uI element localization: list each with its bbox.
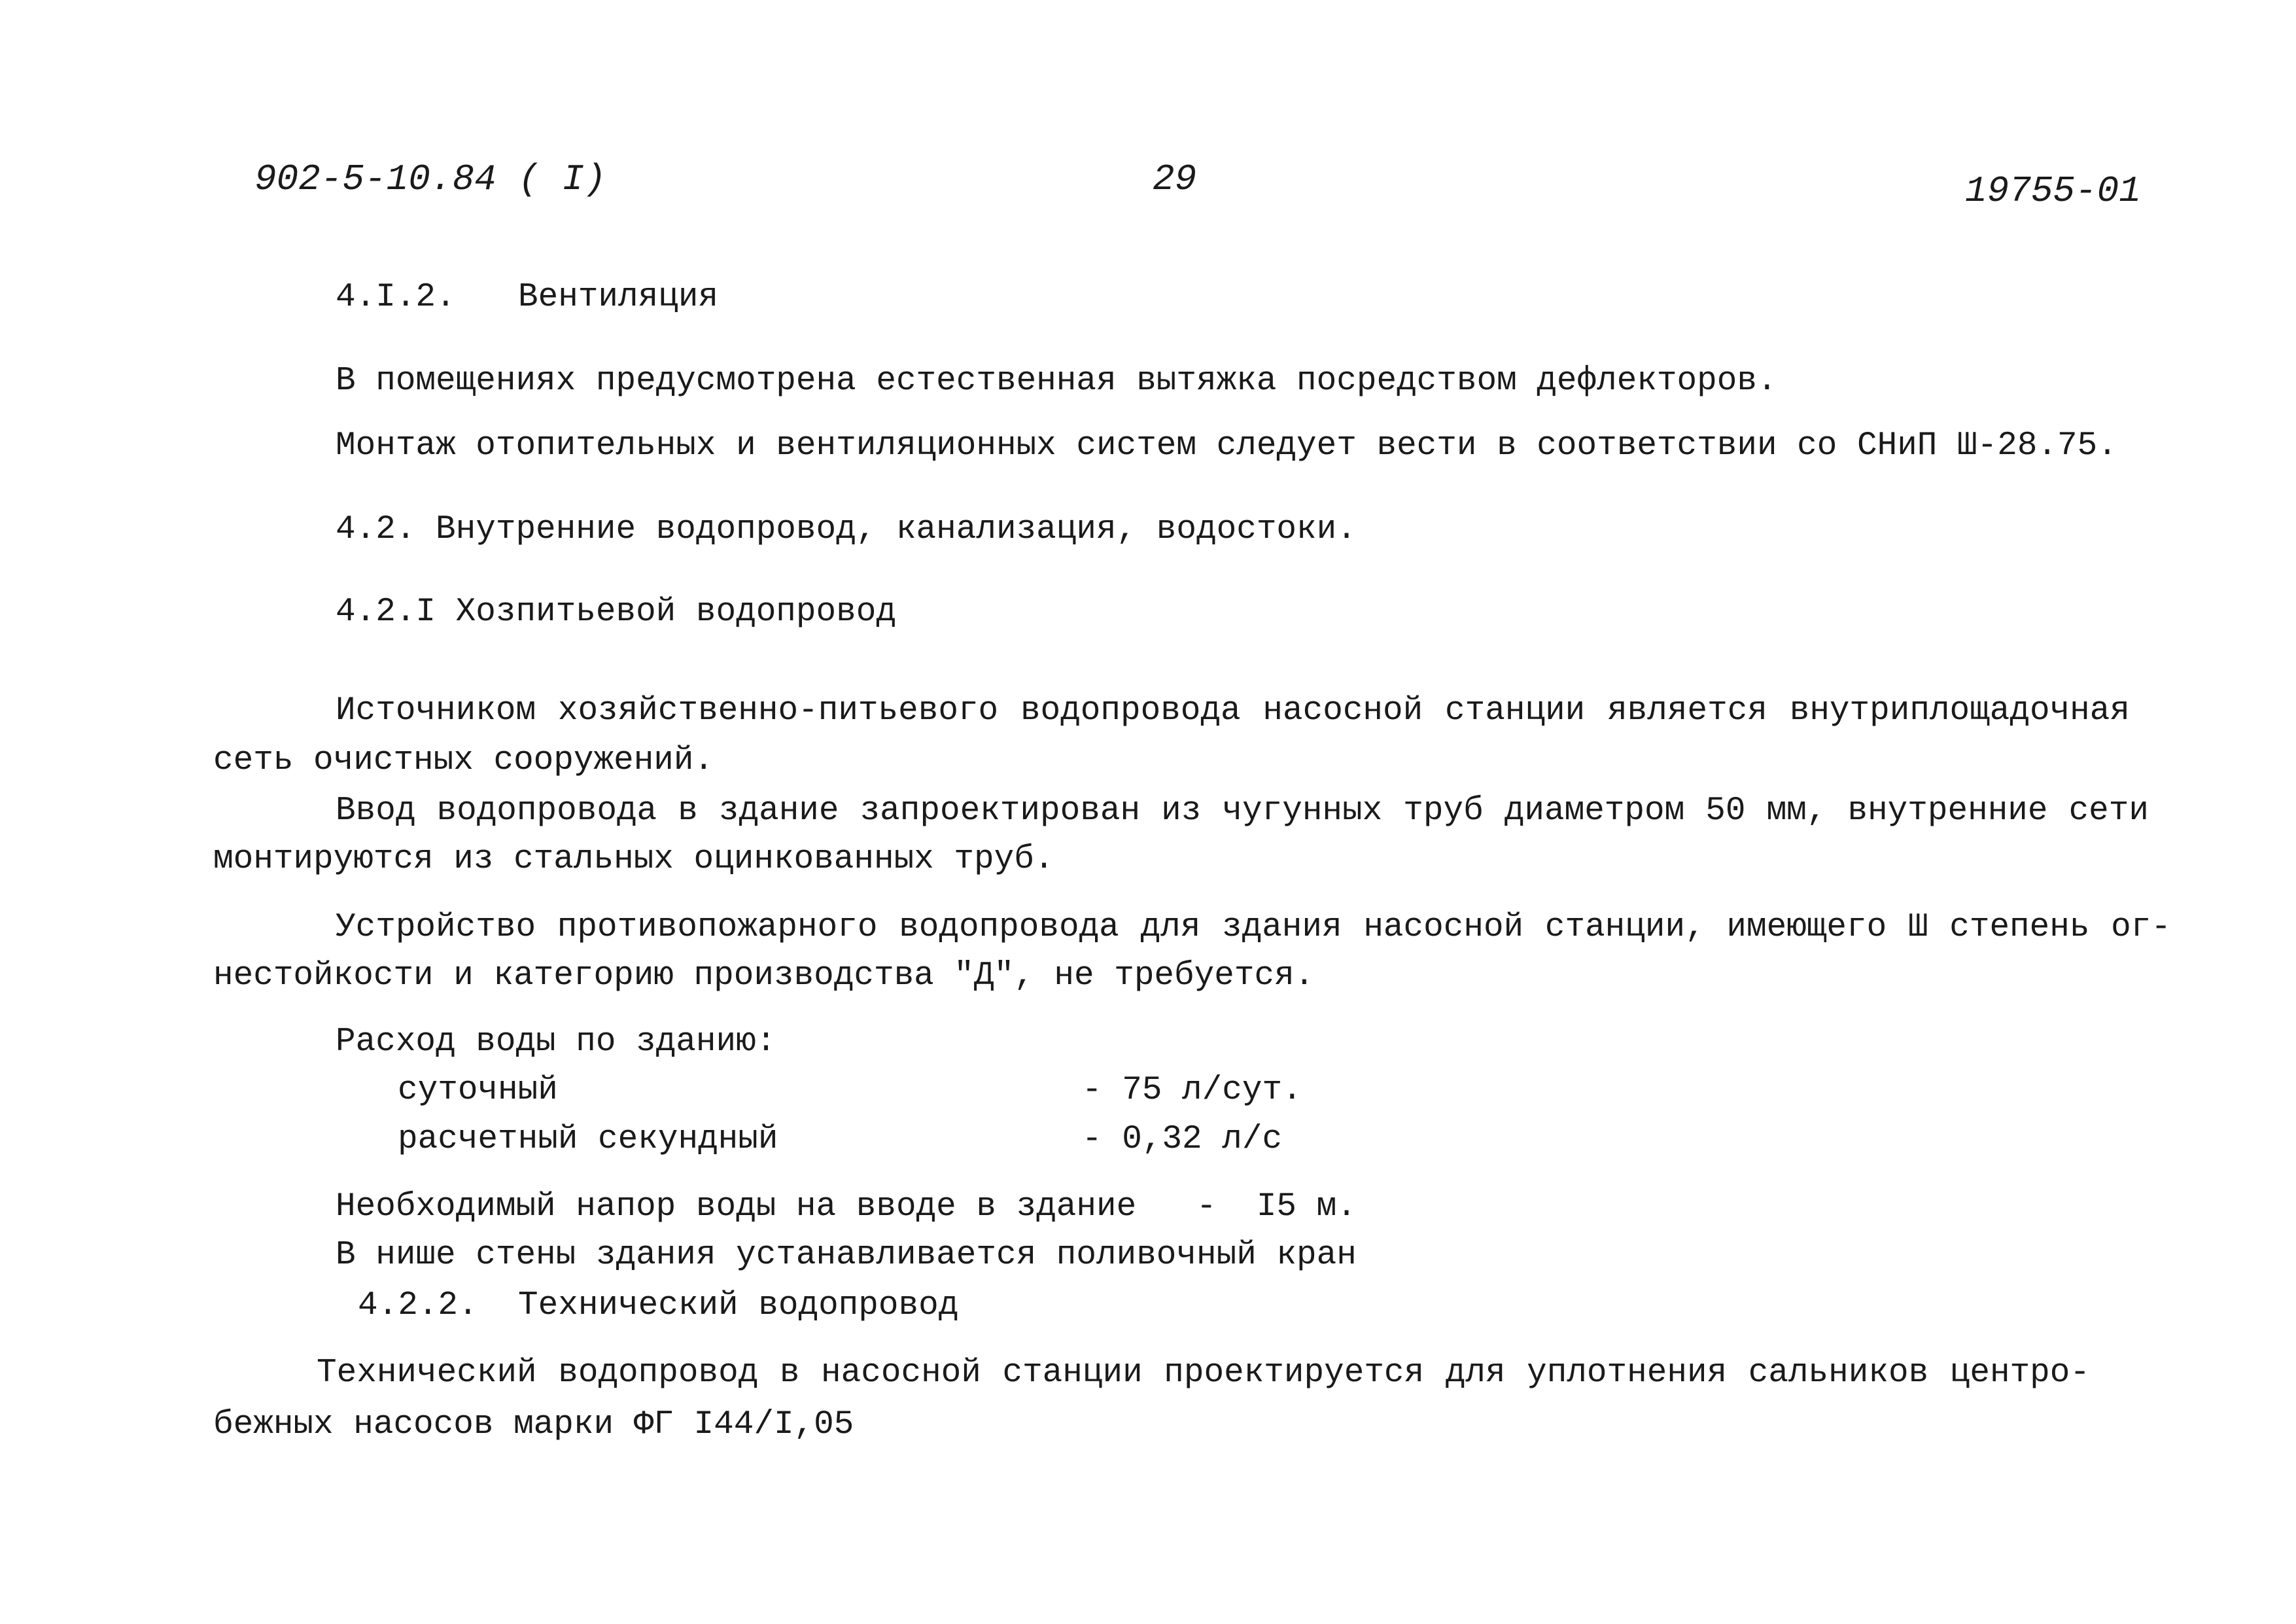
section-number-4-2-2: 4.2.2. bbox=[358, 1287, 478, 1324]
page-number: 29 bbox=[1153, 158, 1197, 200]
tap-line: В нише стены здания устанавливается поливочный кран bbox=[336, 1237, 1357, 1274]
section-title-ventilation: Вентиляция bbox=[518, 279, 719, 316]
paragraph-line: монтируются из стальных оцинкованных труб. bbox=[213, 841, 1054, 878]
section-title-technical-water: Технический водопровод bbox=[518, 1287, 959, 1324]
paragraph-line: бежных насосов марки ФГ I44/I,05 bbox=[213, 1406, 854, 1443]
paragraph-line: Ввод водопровода в здание запроектирован из чугунных труб диаметром 50 мм, внутренние сети bbox=[336, 792, 2149, 830]
paragraph-line: сеть очистных сооружений. bbox=[213, 742, 714, 779]
consumption-value: - 75 л/сут. bbox=[1082, 1072, 1302, 1109]
paragraph-line: Источником хозяйственно-питьевого водопровода насосной станции является внутриплощадочная bbox=[336, 692, 2130, 730]
pressure-line: Необходимый напор воды на вводе в здание - I5 м. bbox=[336, 1188, 1357, 1226]
paragraph-line: Устройство противопожарного водопровода для здания насосной станции, имеющего Ш степень ог- bbox=[336, 909, 2171, 946]
consumption-label: суточный bbox=[398, 1072, 558, 1109]
paragraph: Монтаж отопительных и вентиляционных систем следует вести в соответствии со СНиП Ш-28.75. bbox=[336, 427, 2117, 465]
section-title-4-2: 4.2. Внутренние водопровод, канализация, водостоки. bbox=[336, 511, 1357, 548]
paragraph-line: Технический водопровод в насосной станции проектируется для уплотнения сальников центро- bbox=[317, 1354, 2090, 1392]
section-number-4-1-2: 4.I.2. bbox=[336, 279, 456, 316]
consumption-value: - 0,32 л/с bbox=[1082, 1121, 1283, 1158]
sheet-code: 19755-01 bbox=[1965, 170, 2141, 212]
paragraph: В помещениях предусмотрена естественная вытяжка посредством дефлекторов. bbox=[336, 362, 1777, 400]
consumption-label: расчетный секундный bbox=[398, 1121, 778, 1158]
section-title-4-2-1: 4.2.I Хозпитьевой водопровод bbox=[336, 593, 896, 631]
paragraph-line: нестойкости и категорию производства "Д", не требуется. bbox=[213, 957, 1315, 995]
consumption-heading: Расход воды по зданию: bbox=[336, 1023, 776, 1061]
document-code: 902-5-10.84 ( I) bbox=[254, 158, 606, 200]
